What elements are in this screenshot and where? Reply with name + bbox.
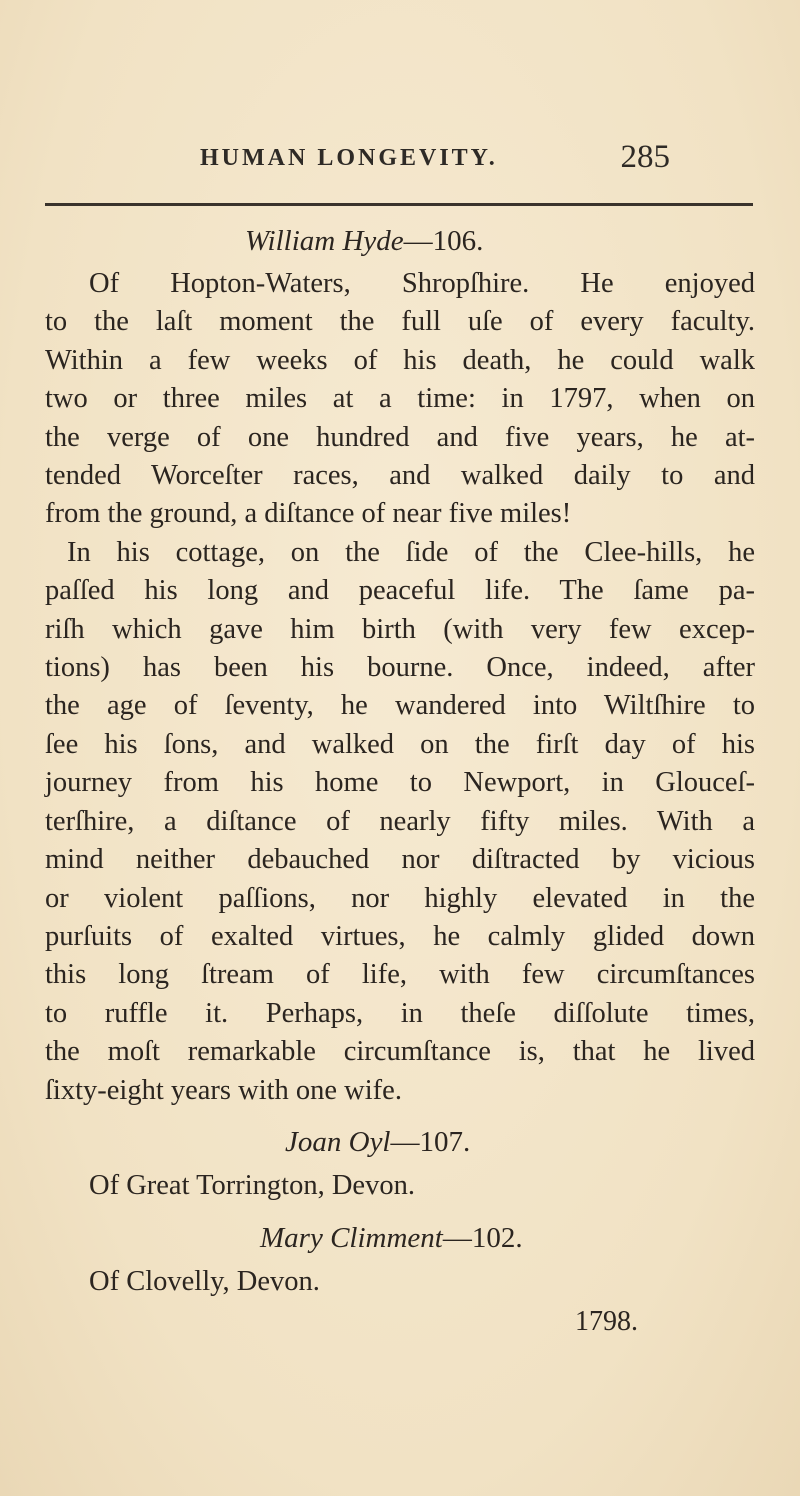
text-line: from the ground, a diſtance of near five miles! (45, 498, 572, 530)
entry-name: Mary Climment (260, 1221, 443, 1254)
entry-name: Joan Oyl (285, 1125, 391, 1158)
entry-name: William Hyde (245, 225, 404, 257)
text-line: the age of ſeventy, he wandered into Wiltſhire to (45, 690, 755, 722)
text-line: tions) has been his bourne. Once, indeed, after (45, 652, 755, 684)
text-line: mind neither debauched nor diſtracted by vicious (45, 844, 755, 876)
text-line: In his cottage, on the ſide of the Clee-hills, he (67, 536, 755, 568)
text-block (45, 217, 755, 1342)
header-rule (45, 203, 753, 206)
text-line: or violent paſſions, nor highly elevated in the (45, 882, 755, 914)
entry-heading-joan-oyl (45, 1118, 755, 1166)
text-line: two or three miles at a time: in 1797, when on (45, 383, 755, 415)
text-line: purſuits of exalted virtues, he calmly glided down (45, 920, 755, 952)
page-number: 285 (620, 139, 670, 175)
text-line: ſee his ſons, and walked on the firſt day of his (45, 728, 755, 760)
running-head (200, 139, 670, 185)
text-line: to ruffle it. Perhaps, in theſe diſſolute times, (45, 997, 755, 1029)
entry-age: —106. (403, 225, 484, 257)
text-line: ſixty-eight years with one wife. (45, 1074, 402, 1106)
text-line: the moſt remarkable circumſtance is, that he lived (45, 1036, 755, 1068)
entry-age: —107. (390, 1125, 471, 1158)
text-line: this long ſtream of life, with few circumſtances (45, 959, 755, 991)
text-line: the verge of one hundred and five years, he at- (45, 421, 755, 453)
paragraph-william-hyde-1 (45, 265, 755, 534)
catchword: 1798. (575, 1305, 638, 1337)
text-line: riſh which gave him birth (with very few excep- (45, 613, 755, 645)
text-line: paſſed his long and peaceful life. The ſame pa- (45, 575, 755, 607)
text-line: tended Worceſter races, and walked daily to and (45, 460, 755, 492)
text-line: Of Hopton-Waters, Shropſhire. He enjoyed (89, 268, 755, 299)
entry-heading-mary-climment (45, 1214, 755, 1262)
entry-age: —102. (442, 1221, 523, 1254)
paragraph-william-hyde-2 (45, 534, 755, 1110)
text-line: Within a few weeks of his death, he could walk (45, 344, 755, 376)
running-title: HUMAN LONGEVITY. (200, 145, 498, 171)
entry-heading-william-hyde (45, 217, 755, 265)
text-line: terſhire, a diſtance of nearly fifty miles. With a (45, 805, 755, 837)
text-line: journey from his home to Newport, in Glouceſ- (45, 767, 755, 799)
entry-place: Of Clovelly, Devon. (89, 1265, 320, 1297)
text-line: to the laſt moment the full uſe of every faculty. (45, 306, 755, 338)
entry-place: Of Great Torrington, Devon. (89, 1169, 415, 1201)
